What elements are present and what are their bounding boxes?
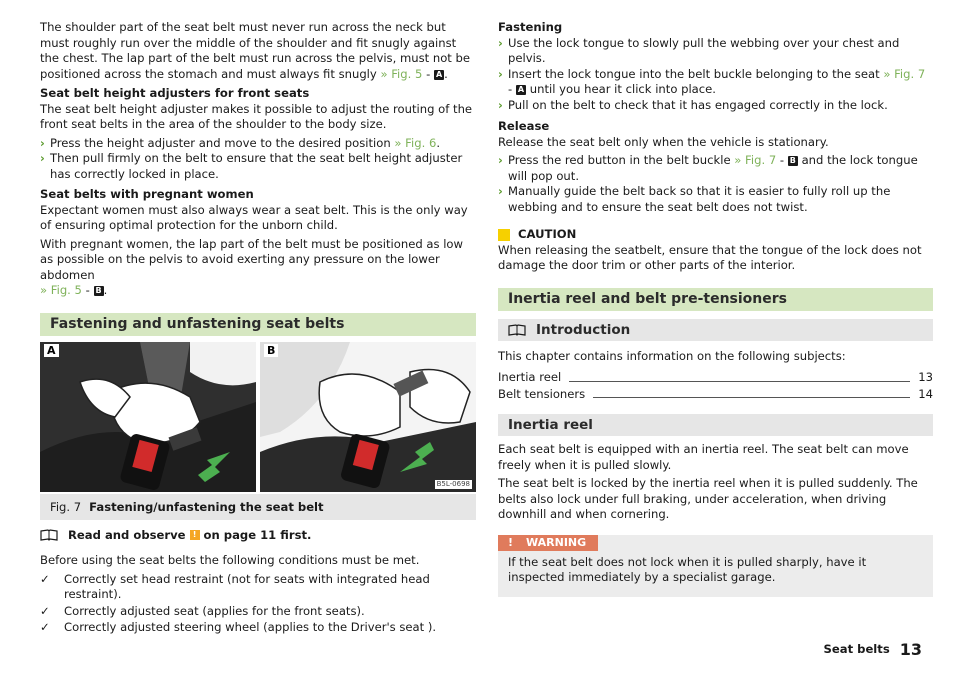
introduction-title: Introduction [536,321,631,338]
fastening-illustration [40,342,256,492]
figure-label-a: A [44,344,59,357]
height-adjusters-heading: Seat belt height adjusters for front seats [40,86,310,100]
figure-label-b: B [264,344,278,357]
warning-box [498,535,933,597]
figure-code: B5L-0698 [436,479,470,488]
checkmark-icon: ✓ [40,571,50,586]
fig5-link[interactable]: » Fig. 5 [380,66,423,81]
page-footer [823,639,922,659]
figure-7 [40,342,476,492]
caution-heading: CAUTION [498,227,933,243]
check-item: ✓ Correctly adjusted steering wheel (applies to the Driver's seat ). [40,620,437,634]
fastening-step-2: › Insert the lock tongue into the belt buckle belonging to the seat » Fig. 7 - A until you hear it click into place. [498,66,926,96]
exclamation-icon: ! [508,535,514,549]
chevron-right-icon: › [498,35,503,50]
chevron-right-icon: › [40,151,45,165]
height-adjusters-body: The seat belt height adjuster makes it possible to adjust the routing of the front seat belts in the area of the shoulder to the body size. [40,101,473,131]
figure-caption-text: Fastening/unfastening the seat belt [89,499,324,514]
figure-panel-b [260,342,476,492]
figure-panel-a [40,342,256,492]
shoulder-paragraph: The shoulder part of the seat belt must never run across the neck but must roughly run over the middle of the shoulder and fit snugly against the chest. The lap part of the belt must run across the pelvis, must not be positioned across the stomach and must always fit snugly » Fig. 5 - A . [40,20,471,81]
pregnant-body-1: Expectant women must also always wear a seat belt. This is the only way of ensuring optimal protection for the unborn child. [40,202,468,232]
fastening-step-3: › Pull on the belt to check that it has engaged correctly in the lock. [498,97,888,112]
fig5-link[interactable]: » Fig. 5 [40,283,82,297]
figure-caption [40,494,476,520]
caution-body: When releasing the seatbelt, ensure that the tongue of the lock does not damage the door trim or other parts of the interior. [498,242,922,272]
pregnant-body-2: With pregnant women, the lap part of the belt must be positioned as low as possible on the pelvis to avoid exerting any pressure on the lower abdomen » Fig. 5 - B . [40,236,464,297]
height-step-2: › Then pull firmly on the belt to ensure that the seat belt height adjuster has correctly locked in place. [40,151,463,181]
right-column [498,20,933,597]
inertia-reel-bar [498,414,933,436]
conditions-intro: Before using the seat belts the following conditions must be met. [40,553,420,567]
checkmark-icon: ✓ [40,603,50,618]
chevron-right-icon: › [498,184,503,198]
chapter-name: Seat belts [823,641,890,656]
warning-body: If the seat belt does not lock when it is pulled sharply, have it inspected immediately by a specialist garage. [508,554,867,584]
pregnant-heading: Seat belts with pregnant women [40,187,254,201]
toc-row[interactable]: Belt tensioners 14 [498,386,933,401]
check-item: ✓ Correctly adjusted seat (applies for the front seats). [40,603,365,618]
figure-number: Fig. 7 [50,499,82,514]
inertia-reel-title: Inertia reel [508,417,593,433]
fig-letter-a-badge: A [435,69,443,79]
chevron-right-icon: › [498,97,503,112]
fig7-link[interactable]: » Fig. 7 [883,66,926,81]
chevron-right-icon: › [498,153,503,167]
book-icon [508,324,526,336]
introduction-body: This chapter contains information on the following subjects: [498,348,846,363]
release-step-1: › Press the red button in the belt buckle » Fig. 7 - B and the lock tongue will pop out. [498,153,918,183]
fastening-heading: Fastening [498,20,563,34]
section-inertia-title: Inertia reel and belt pre-tensioners [498,288,933,311]
inertia-body-2: The seat belt is locked by the inertia reel when it is pulled suddenly. The belts also lock under full braking, under acceleration, when driving downhill and when cornering. [498,476,918,521]
checkmark-icon: ✓ [40,620,50,634]
unfastening-illustration [260,342,476,492]
toc-row[interactable]: Inertia reel 13 [498,370,933,384]
release-step-2: › Manually guide the belt back so that it is easier to fully roll up the webbing and to ensure the seat belt does not twist. [498,184,891,214]
release-body: Release the seat belt only when the vehicle is stationary. [498,134,829,149]
book-icon [40,529,58,541]
fig-letter-b-badge: B [789,156,796,165]
release-heading: Release [498,119,550,133]
fig7-link[interactable]: » Fig. 7 [734,153,777,167]
inertia-body-1: Each seat belt is equipped with an inertia reel. The seat belt can move freely when it is pulled slowly. [498,442,909,472]
check-item: ✓ Correctly set head restraint (not for seats with integrated head restraint). [40,571,430,601]
left-column [40,20,476,636]
section-fastening-title: Fastening and unfastening seat belts [40,313,476,336]
fig-letter-a-badge: A [517,85,525,94]
fastening-step-1: › Use the lock tongue to slowly pull the webbing over your chest and pelvis. [498,35,900,65]
caution-icon [498,229,510,241]
read-observe-note: Read and observe ! on page 11 first. [40,528,476,544]
introduction-bar [498,319,933,341]
warning-square-icon: ! [190,530,200,540]
height-step-1: › Press the height adjuster and move to the desired position » Fig. 6. [40,135,441,150]
warning-heading: ! WARNING [498,535,598,551]
page-number: 13 [899,639,922,659]
fig-letter-b-badge: B [95,286,102,295]
chevron-right-icon: › [40,135,45,150]
fig6-link[interactable]: » Fig. 6 [394,135,437,150]
chevron-right-icon: › [498,66,503,81]
